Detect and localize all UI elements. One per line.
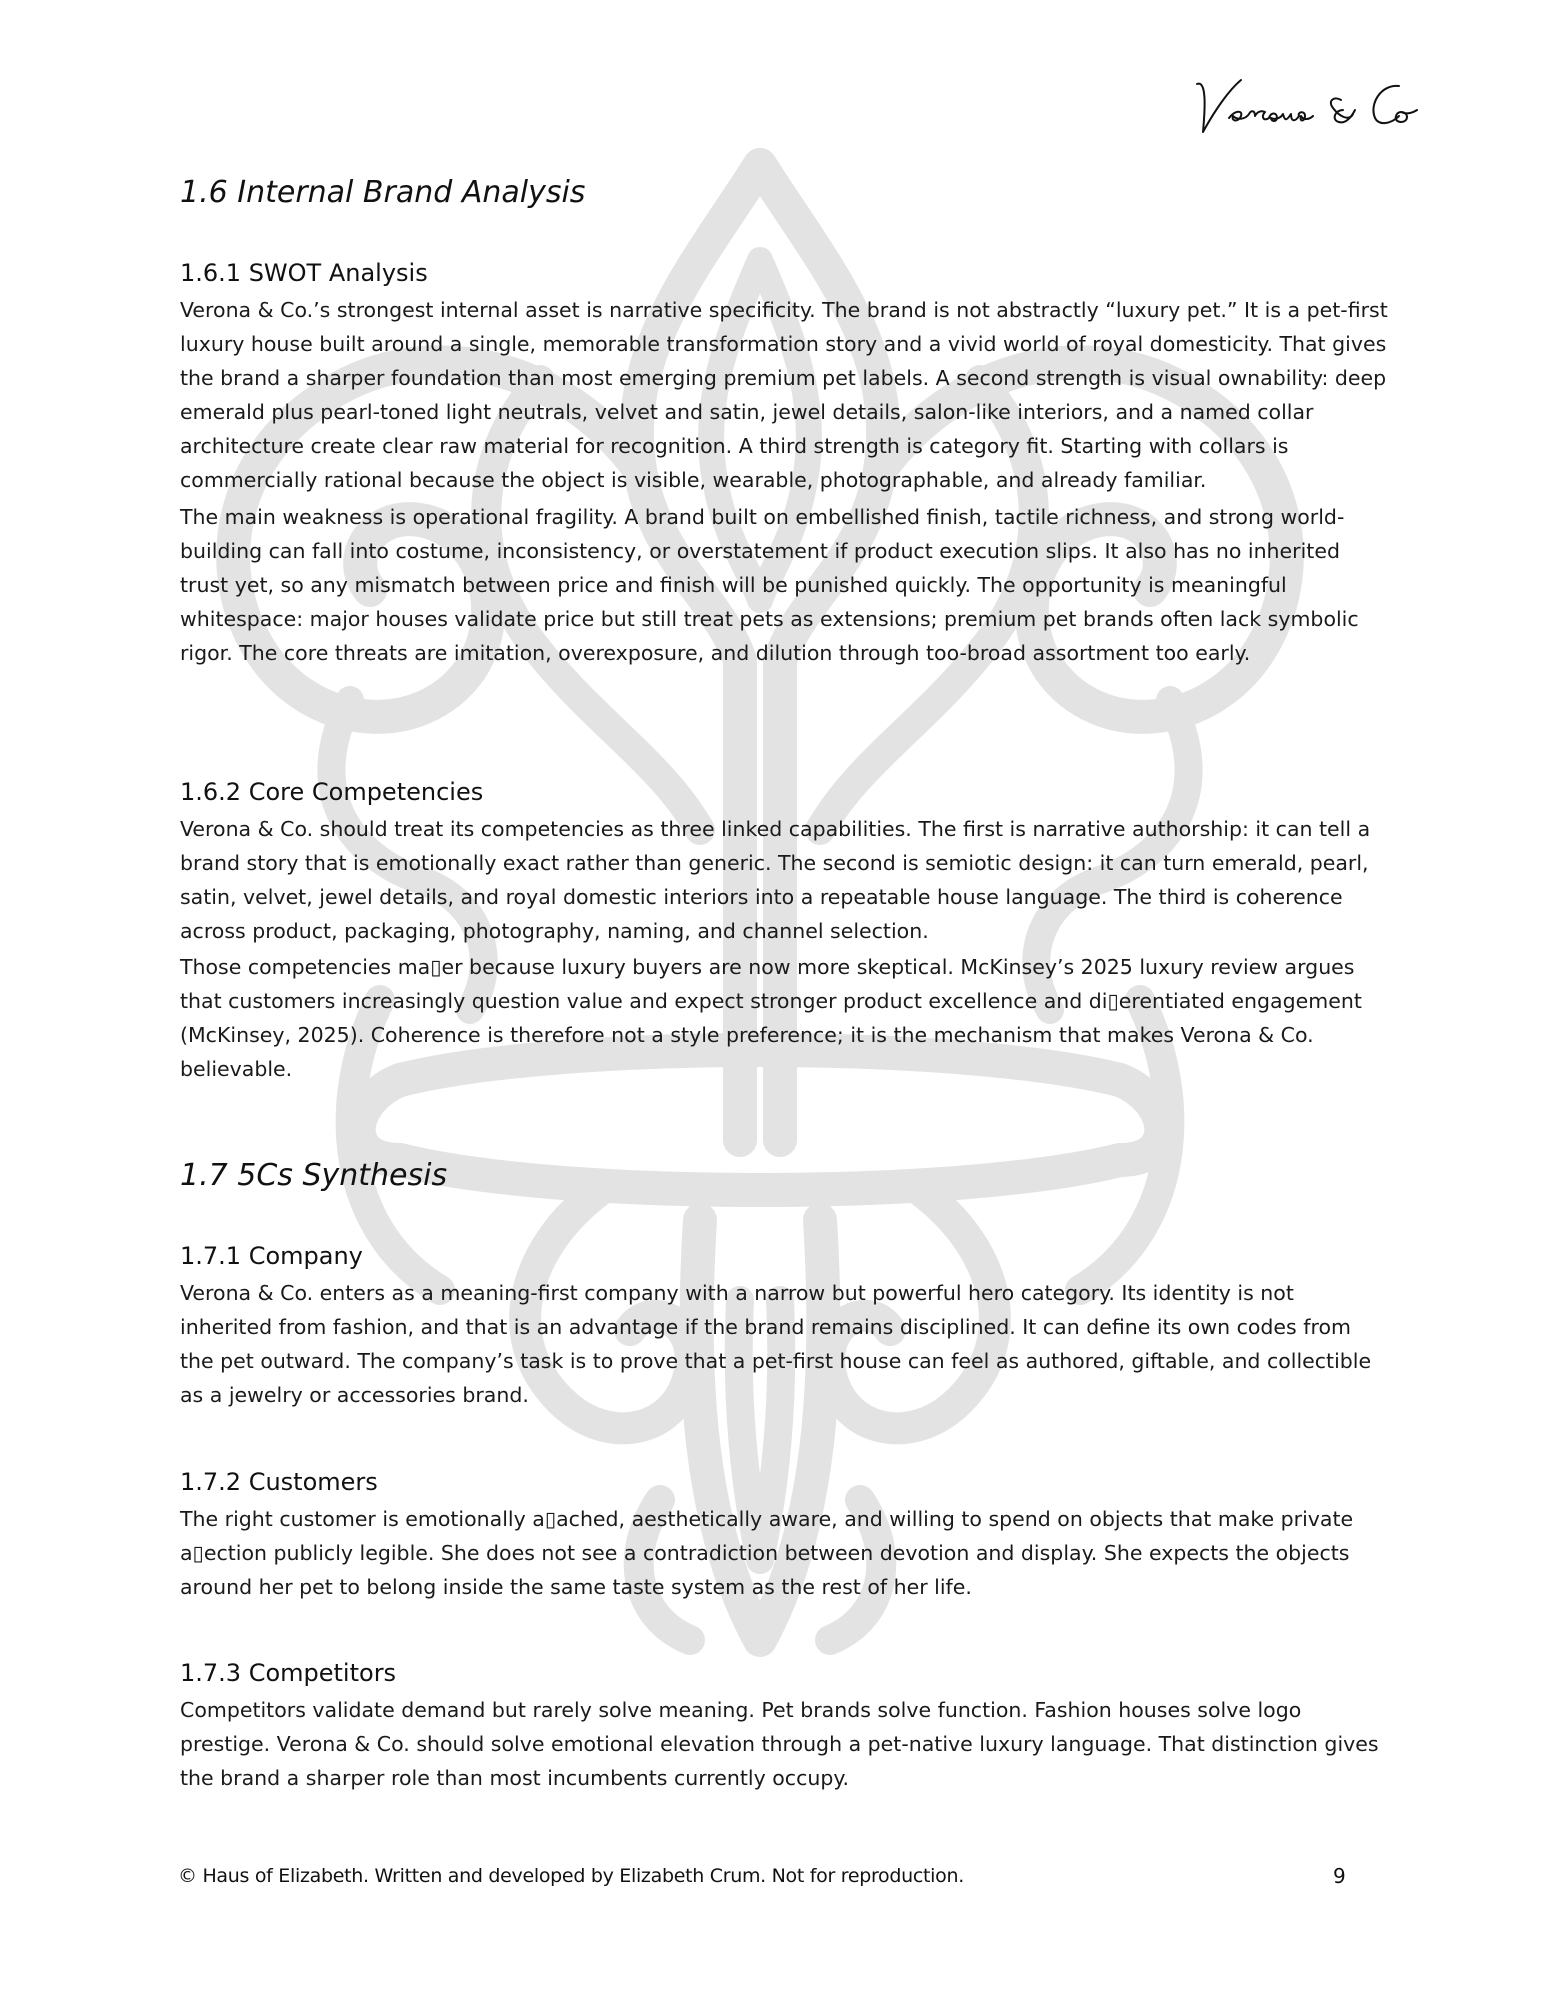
paragraph-swot-strengths: Verona & Co.’s strongest internal asset is narrative specificity. The brand is not abstractly “luxury pet.” It is a pet-first luxury house built around a single, memorable transformation story and a vivid world of royal domesticity. That gives the brand a sharper foundation than most emerging premium pet labels. A second strength is visual ownability: deep emerald plus pearl-toned light neutrals, velvet and satin, jewel details, salon-like interiors, and a named collar architecture create clear raw material for recognition. A third strength is category fit. Starting with collars is commercially rational because the object is visible, wearable, photographable, and already familiar. <box>180 298 1388 492</box>
paragraph-competitors: Competitors validate demand but rarely solve meaning. Pet brands solve function. Fashion houses solve logo prestige. Verona & Co. should solve emotional elevation through a pet-native luxury language. That distinction gives the brand a sharper role than most incumbents currently occupy. <box>180 1698 1379 1790</box>
section-title-1-7: 1.7 5Cs Synthesis <box>180 1158 448 1193</box>
subsection-title-1-6-1: 1.6.1 SWOT Analysis <box>180 259 428 287</box>
paragraph-swot-weaknesses: The main weakness is operational fragility. A brand built on embellished finish, tactile richness, and strong world-building can fall into costume, inconsistency, or overstatement if product execution slips. It also has no inherited trust yet, so any mismatch between price and finish will be punished quickly. The opportunity is meaningful whitespace: major houses validate price but still treat pets as extensions; premium pet brands often lack symbolic rigor. The core threats are imitation, overexposure, and dilution through too-broad assortment too early. <box>180 505 1359 665</box>
paragraph-competencies-importance: Those competencies ma▯er because luxury buyers are now more skeptical. McKinsey’s 2025 luxury review argues that customers increasingly question value and expect stronger product excellence and di▯erentiated engagement (McKinsey, 2025). Coherence is therefore not a style preference; it is the mechanism that makes Verona & Co. believable. <box>180 955 1362 1081</box>
paragraph-competencies: Verona & Co. should treat its competencies as three linked capabilities. The first is narrative authorship: it can tell a brand story that is emotionally exact rather than generic. The second is semiotic design: it can turn emerald, pearl, satin, velvet, jewel details, and royal domestic interiors into a repeatable house language. The third is coherence across product, packaging, photography, naming, and channel selection. <box>180 817 1371 943</box>
subsection-title-1-6-2: 1.6.2 Core Competencies <box>180 778 484 806</box>
page-number: 9 <box>1333 1864 1346 1888</box>
paragraph-company: Verona & Co. enters as a meaning-first company with a narrow but powerful hero category. Its identity is not inherited from fashion, and that is an advantage if the brand remains disciplined. It can define its own codes from the pet outward. The company’s task is to prove that a pet-first house can feel as authored, giftable, and collectible as a jewelry or accessories brand. <box>180 1281 1372 1407</box>
subsection-title-1-7-3: 1.7.3 Competitors <box>180 1659 397 1687</box>
subsection-title-1-7-2: 1.7.2 Customers <box>180 1468 378 1496</box>
subsection-title-1-7-1: 1.7.1 Company <box>180 1242 363 1270</box>
verona-co-logo <box>1185 70 1435 150</box>
footer-copyright: © Haus of Elizabeth. Written and developed by Elizabeth Crum. Not for reproduction. <box>178 1865 964 1887</box>
paragraph-customers: The right customer is emotionally a▯ached, aesthetically aware, and willing to spend on objects that make private a▯ection publicly legible. She does not see a contradiction between devotion and display. She expects the objects around her pet to belong inside the same taste system as the rest of her life. <box>180 1507 1354 1599</box>
section-title-1-6: 1.6 Internal Brand Analysis <box>180 175 586 210</box>
